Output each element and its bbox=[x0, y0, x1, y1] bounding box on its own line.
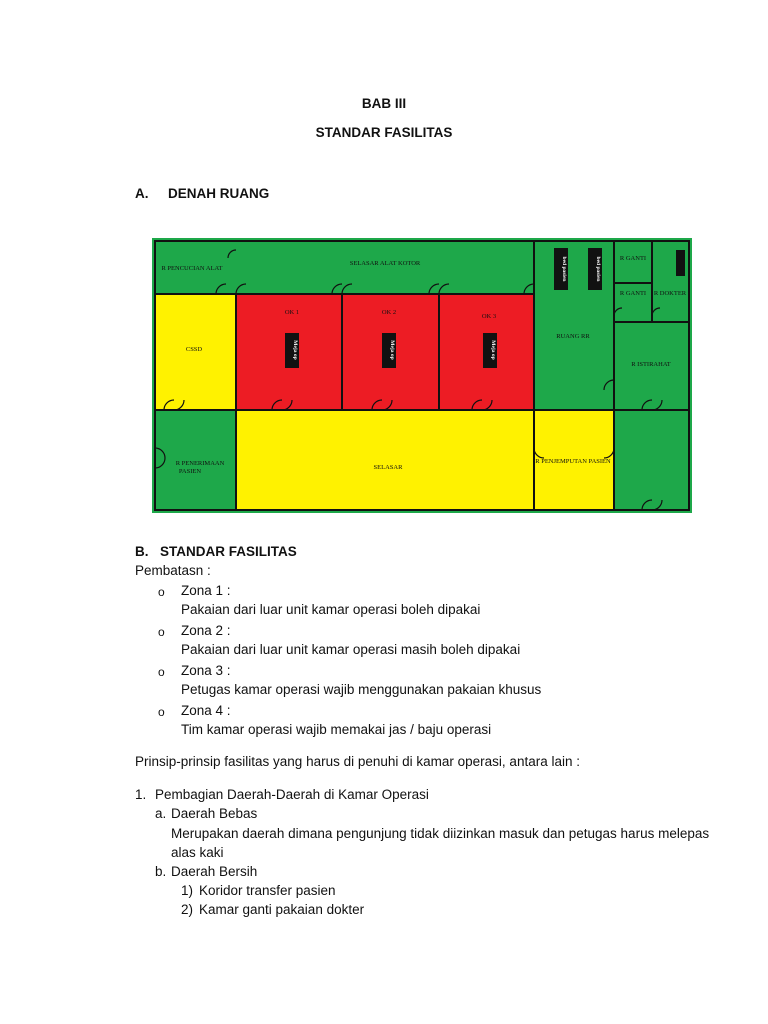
item-1a-desc-line2: alas kaki bbox=[171, 845, 224, 860]
section-a-heading: DENAH RUANG bbox=[168, 186, 270, 201]
label-bed-pasien-1: bed pasien bbox=[561, 256, 567, 282]
label-bed-pasien-2: bed pasien bbox=[595, 256, 601, 282]
item-1-title: Pembagian Daerah-Daerah di Kamar Operasi bbox=[155, 787, 429, 802]
label-ruang-rr: RUANG RR bbox=[556, 333, 590, 340]
label-meja-op-3: Meja op bbox=[490, 340, 496, 360]
bullet-zona-1: o bbox=[158, 585, 165, 599]
item-1a-title: Daerah Bebas bbox=[171, 806, 258, 821]
label-selasar-alat-kotor: SELASAR ALAT KOTOR bbox=[349, 260, 421, 267]
label-r-pencucian-alat: R PENCUCIAN ALAT bbox=[161, 265, 223, 272]
zona-1-desc: Pakaian dari luar unit kamar operasi boleh dipakai bbox=[181, 602, 481, 617]
locker bbox=[676, 250, 685, 276]
floor-plan bbox=[152, 238, 692, 513]
section-b-heading: STANDAR FASILITAS bbox=[160, 544, 297, 559]
page-title: STANDAR FASILITAS bbox=[315, 125, 453, 140]
bullet-zona-2: o bbox=[158, 625, 165, 639]
zona-4-title: Zona 4 : bbox=[181, 703, 231, 718]
item-1b-letter: b. bbox=[155, 864, 167, 879]
bullet-zona-4: o bbox=[158, 705, 165, 719]
bullet-zona-3: o bbox=[158, 665, 165, 679]
zona-2-desc: Pakaian dari luar unit kamar operasi masih boleh dipakai bbox=[181, 642, 521, 657]
label-r-penerimaan-2: PASIEN bbox=[178, 468, 202, 475]
item-1b-sub2-number: 2) bbox=[181, 902, 194, 917]
zona-4-desc: Tim kamar operasi wajib memakai jas / baju operasi bbox=[181, 722, 492, 737]
label-selasar: SELASAR bbox=[373, 464, 403, 471]
label-r-istirahat: R ISTIRAHAT bbox=[631, 361, 671, 368]
selasar-alat-kotor-area bbox=[236, 241, 534, 296]
item-1b-title: Daerah Bersih bbox=[171, 864, 258, 879]
item-1b-sub1-number: 1) bbox=[181, 883, 194, 898]
item-1b-sub2-text: Kamar ganti pakaian dokter bbox=[199, 902, 365, 917]
zona-3-desc: Petugas kamar operasi wajib menggunakan pakaian khusus bbox=[181, 682, 542, 697]
label-r-dokter: R DOKTER bbox=[653, 290, 687, 297]
label-ok2: OK 2 bbox=[381, 309, 397, 316]
label-ok3: OK 3 bbox=[481, 313, 497, 320]
label-r-ganti-1: R GANTI bbox=[619, 255, 647, 262]
label-meja-op-2: Meja op bbox=[389, 340, 395, 360]
item-1-number: 1. bbox=[135, 787, 147, 802]
zona-3-title: Zona 3 : bbox=[181, 663, 231, 678]
section-b-letter: B. bbox=[135, 544, 149, 559]
pembatasan-intro: Pembatasn : bbox=[135, 563, 211, 578]
section-a-letter: A. bbox=[135, 186, 149, 201]
item-1a-letter: a. bbox=[155, 806, 167, 821]
item-1b-sub1-text: Koridor transfer pasien bbox=[199, 883, 336, 898]
zona-1-title: Zona 1 : bbox=[181, 583, 231, 598]
principles-text: Prinsip-prinsip fasilitas yang harus di penuhi di kamar operasi, antara lain : bbox=[135, 754, 580, 769]
label-r-penerimaan-1: R PENERIMAAN bbox=[175, 460, 225, 467]
label-cssd: CSSD bbox=[185, 346, 203, 353]
label-r-penjemputan: R PENJEMPUTAN PASIEN bbox=[535, 458, 611, 465]
label-r-ganti-2: R GANTI bbox=[619, 290, 647, 297]
zona-2-title: Zona 2 : bbox=[181, 623, 231, 638]
label-ok1: OK 1 bbox=[284, 309, 300, 316]
label-meja-op-1: Meja op bbox=[292, 340, 298, 360]
item-1a-desc-line1: Merupakan daerah dimana pengunjung tidak diizinkan masuk dan petugas harus melepas bbox=[171, 826, 710, 841]
chapter-heading: BAB III bbox=[361, 96, 407, 111]
